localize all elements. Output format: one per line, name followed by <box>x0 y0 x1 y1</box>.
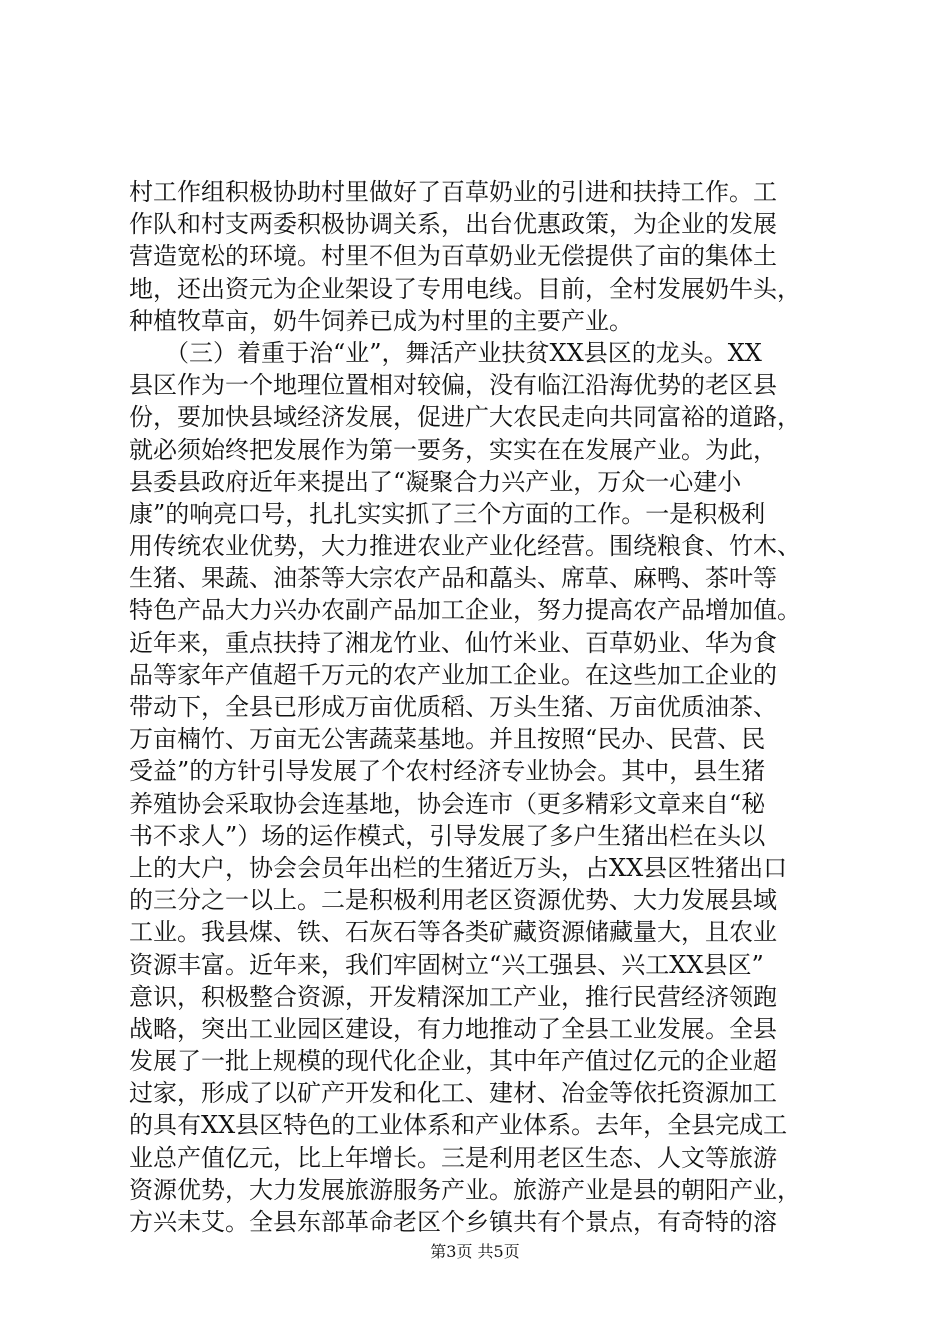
text-line: 份，要加快县域经济发展，促进广大农民走向共同富裕的道路， <box>129 403 801 432</box>
body-text <box>129 176 829 1238</box>
text-line: 战略，突出工业园区建设，有力地推动了全县工业发展。全县 <box>129 1014 777 1043</box>
text-line: （三）着重于治“业”，舞活产业扶贫XX县区的龙头。XX <box>129 338 762 367</box>
text-line: 资源丰富。近年来，我们牢固树立“兴工强县、兴工XX县区” <box>129 950 764 979</box>
text-line: 方兴未艾。全县东部革命老区个乡镇共有个景点，有奇特的溶 <box>129 1208 777 1236</box>
text-line: 万亩楠竹、万亩无公害蔬菜基地。并且按照“民办、民营、民 <box>129 725 766 754</box>
text-line: 的具有XX县区特色的工业体系和产业体系。去年，全县完成工 <box>129 1111 788 1140</box>
text-line: 过家，形成了以矿产开发和化工、建材、冶金等依托资源加工 <box>129 1079 777 1108</box>
text-line: 近年来，重点扶持了湘龙竹业、仙竹米业、百草奶业、华为食 <box>129 628 777 657</box>
text-line: 发展了一批上规模的现代化企业，其中年产值过亿元的企业超 <box>129 1047 777 1076</box>
text-line: 营造宽松的环境。村里不但为百草奶业无偿提供了亩的集体土 <box>129 242 777 271</box>
text-line: 特色产品大力兴办农副产品加工企业，努力提高农产品增加值。 <box>129 596 801 625</box>
text-line: 地，还出资元为企业架设了专用电线。目前，全村发展奶牛头， <box>129 274 801 303</box>
page-footer: 第3页 共5页 <box>430 1242 520 1261</box>
text-line: 就必须始终把发展作为第一要务，实实在在发展产业。为此， <box>129 435 777 464</box>
text-line: 康”的响亮口号，扎扎实实抓了三个方面的工作。一是积极利 <box>129 499 766 528</box>
text-line: 品等家年产值超千万元的农产业加工企业。在这些加工企业的 <box>129 660 777 689</box>
text-line: 的三分之一以上。二是积极利用老区资源优势、大力发展县域 <box>129 886 777 915</box>
text-line: 业总产值亿元，比上年增长。三是利用老区生态、人文等旅游 <box>129 1143 777 1172</box>
text-line: 资源优势，大力发展旅游服务产业。旅游产业是县的朝阳产业， <box>129 1175 801 1204</box>
text-line: 用传统农业优势，大力推进农业产业化经营。围绕粮食、竹木、 <box>129 532 801 561</box>
text-line: 工业。我县煤、铁、石灰石等各类矿藏资源储藏量大，且农业 <box>129 918 777 947</box>
text-line: 县委县政府近年来提出了“凝聚合力兴产业，万众一心建小 <box>129 467 742 496</box>
text-line: 意识，积极整合资源，开发精深加工产业，推行民营经济领跑 <box>129 982 777 1011</box>
text-line: 种植牧草亩，奶牛饲养已成为村里的主要产业。 <box>129 306 633 335</box>
text-line: 受益”的方针引导发展了个农村经济专业协会。其中，县生猪 <box>129 757 766 786</box>
text-line: 书不求人”）场的运作模式，引导发展了多户生猪出栏在头以 <box>129 821 766 850</box>
text-line: 上的大户，协会会员年出栏的生猪近万头，占XX县区牲猪出口 <box>129 853 788 882</box>
text-line: 养殖协会采取协会连基地，协会连市（更多精彩文章来自“秘 <box>129 789 766 818</box>
text-line: 作队和村支两委积极协调关系，出台优惠政策，为企业的发展 <box>129 210 777 239</box>
text-line: 带动下，全县已形成万亩优质稻、万头生猪、万亩优质油茶、 <box>129 693 777 721</box>
text-line: 村工作组积极协助村里做好了百草奶业的引进和扶持工作。工 <box>129 178 777 206</box>
text-line: 生猪、果蔬、油茶等大宗农产品和藠头、席草、麻鸭、茶叶等 <box>129 564 777 593</box>
text-line: 县区作为一个地理位置相对较偏，没有临江沿海优势的老区县 <box>129 371 777 400</box>
